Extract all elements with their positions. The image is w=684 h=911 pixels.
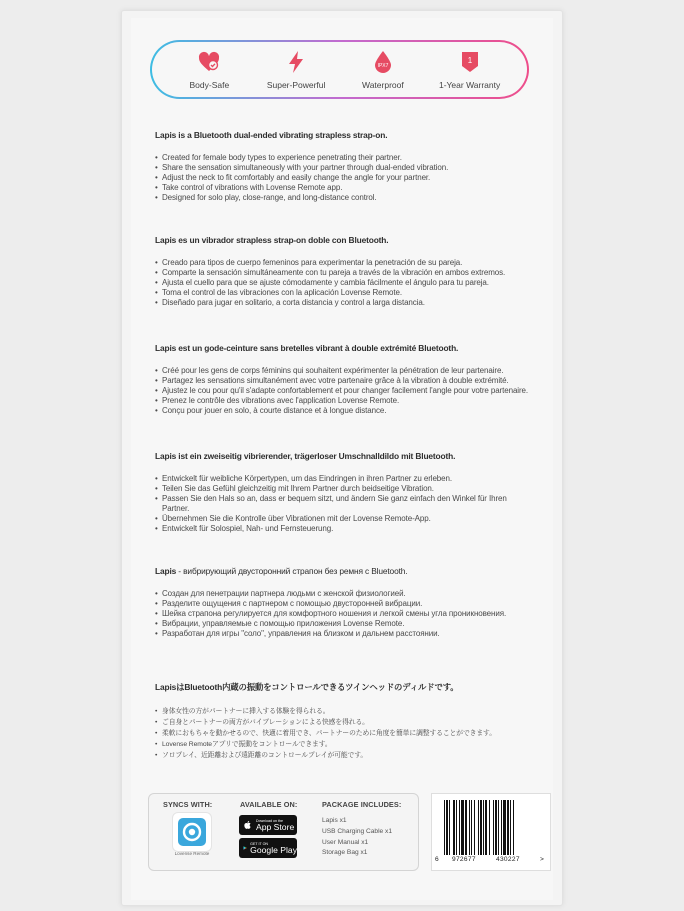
lang-section-fr (155, 343, 535, 416)
feature-label: Body-Safe (189, 79, 230, 90)
barcode-left-group: 972677 (452, 856, 476, 863)
lang-title: Lapis ist ein zweiseitig vibrierender, trägerloser Umschnalldildo mit Bluetooth. (155, 451, 456, 461)
lang-section-es (155, 235, 535, 308)
list-item: • Designed for solo play, close-range, and long-distance control. (155, 193, 535, 203)
list-item: • 身体女性の方がパートナーに挿入する体験を得られる。 (155, 706, 535, 717)
list-item: • Adjust the neck to fit comfortably and easily change the angle for your partner. (155, 173, 535, 183)
list-item: • ご自身とパートナーの両方がバイブレーションによる快感を得れる。 (155, 717, 535, 728)
list-item: • Ajustez le cou pour qu'il s'adapte confortablement et pour changer facilement l'angle pour votre partenaire. (155, 386, 535, 396)
available-on-heading: AVAILABLE ON: (240, 800, 298, 809)
list-item: Lapis x1 (322, 817, 347, 824)
list-item: • Шейка страпона регулируется для комфортного ношения и легкой смены угла проникновения. (155, 609, 535, 619)
list-item: • Prenez le contrôle des vibrations avec l'application Lovense Remote. (155, 396, 535, 406)
lang-section-ja (155, 681, 535, 761)
app-store-label: App Store (256, 821, 295, 832)
list-item: • Entwickelt für Solospiel, Nah- und Fernsteuerung. (155, 524, 535, 534)
list-item: • Created for female body types to experience penetrating their partner. (155, 153, 535, 163)
feature-body-safe (169, 50, 249, 90)
list-item: • Take control of vibrations with Lovense Remote app. (155, 183, 535, 193)
app-store-small-text: Download on the (256, 818, 283, 823)
water-drop-icon (371, 50, 395, 74)
list-item: • Разделите ощущения с партнером с помощью двусторонней вибрации. (155, 599, 535, 609)
lovense-remote-icon (178, 818, 206, 846)
lovense-remote-app-icon (172, 812, 212, 852)
feature-warranty (430, 50, 510, 90)
list-item: User Manual x1 (322, 838, 369, 846)
ipx7-label: IPX7 (377, 62, 389, 69)
syncs-with-heading: SYNCS WITH: (163, 800, 213, 809)
feature-label: 1-Year Warranty (438, 79, 501, 90)
list-item: • Ajusta el cuello para que se ajuste cómodamente y cambia fácilmente el ángulo para tu pareja. (155, 278, 535, 288)
list-item: • Comparte la sensación simultáneamente con tu pareja a través de la vibración en ambos extremos. (155, 268, 535, 278)
feature-waterproof (343, 50, 423, 90)
barcode-right-group: 430227 (496, 856, 520, 863)
lang-title: LapisはBluetooth内蔵の振動をコントロールできるツインヘッドのディルドです。 (155, 682, 459, 692)
google-play-icon (243, 843, 247, 853)
google-play-label: Google Play (250, 844, 297, 855)
list-item: Storage Bag x1 (322, 849, 368, 857)
list-item: • Creado para tipos de cuerpo femeninos para experimentar la penetración de su pareja. (155, 258, 535, 268)
lovense-remote-caption: Lovense Remote (174, 851, 210, 856)
barcode-lead-digit: 6 (435, 856, 439, 863)
heart-shield-icon (197, 50, 221, 74)
barcode (431, 793, 551, 871)
list-item: • Créé pour les gens de corps féminins qui souhaitent expérimenter la pénétration de leur partenaire. (155, 366, 535, 376)
package-list (322, 816, 392, 859)
list-item: • Teilen Sie das Gefühl gleichzeitig mit Ihrem Partner durch beidseitige Vibration. (155, 484, 535, 494)
list-item: • Создан для пенетрации партнера людьми с женской физиологией. (155, 589, 535, 599)
list-item: • Diseñado para jugar en solitario, a corta distancia y control a larga distancia. (155, 298, 535, 308)
google-play-badge[interactable] (239, 838, 297, 858)
app-store-badge[interactable] (239, 815, 297, 835)
list-item: USB Charging Cable x1 (322, 827, 393, 835)
list-item: • Toma el control de las vibraciones con la aplicación Lovense Remote. (155, 288, 535, 298)
list-item: • ソロプレイ、近距離および遠距離のコントロールプレイが可能です。 (155, 750, 535, 761)
list-item: • Conçu pour jouer en solo, à courte distance et à longue distance. (155, 406, 535, 416)
barcode-trail: > (540, 856, 545, 863)
warranty-years: 1 (467, 55, 472, 65)
lang-title: Lapis is a Bluetooth dual-ended vibrating strapless strap-on. (155, 130, 388, 140)
lang-section-en (155, 130, 535, 203)
apple-icon (243, 820, 253, 830)
list-item: • Share the sensation simultaneously with your partner through dual-ended vibration. (155, 163, 535, 173)
feature-label: Waterproof (362, 79, 404, 90)
warranty-badge-icon (458, 50, 482, 74)
lang-title: Lapis es un vibrador strapless strap-on doble con Bluetooth. (155, 235, 389, 245)
list-item: • Вибрации, управляемые с помощью приложения Lovense Remote. (155, 619, 535, 629)
list-item: • Lovense Remoteアプリで振動をコントロールできます。 (155, 739, 535, 750)
feature-super-powerful (256, 50, 336, 90)
lang-title: Lapis - вибрирующий двусторонний страпон без ремня с Bluetooth. (155, 566, 408, 576)
barcode-bars (444, 800, 542, 855)
lightning-icon (284, 50, 308, 74)
list-item: • Разработан для игры "соло", управления на близком и дальнем расстоянии. (155, 629, 535, 639)
feature-label: Super-Powerful (266, 79, 326, 90)
list-item: • Entwickelt für weibliche Körpertypen, um das Eindringen in ihren Partner zu erleben. (155, 474, 535, 484)
feature-bar (150, 40, 529, 99)
list-item: • Passen Sie den Hals so an, dass er bequem sitzt, und ändern Sie ganz einfach den Winkel für Ihren Partner. (155, 494, 535, 514)
package-includes-heading: PACKAGE INCLUDES: (322, 800, 402, 809)
lang-section-ru (155, 566, 535, 639)
list-item: • Übernehmen Sie die Kontrolle über Vibrationen mit der Lovense Remote-App. (155, 514, 535, 524)
list-item: • Partagez les sensations simultanément avec votre partenaire grâce à la vibration à double extrémité. (155, 376, 535, 386)
list-item: • 柔軟におもちゃを動かせるので、快適に着用でき、パートナーのために角度を簡単に調整することができます。 (155, 728, 535, 739)
google-play-small-text: GET IT ON (250, 841, 269, 846)
lang-section-de (155, 451, 535, 533)
lang-title: Lapis est un gode-ceinture sans bretelles vibrant à double extrémité Bluetooth. (155, 343, 459, 353)
